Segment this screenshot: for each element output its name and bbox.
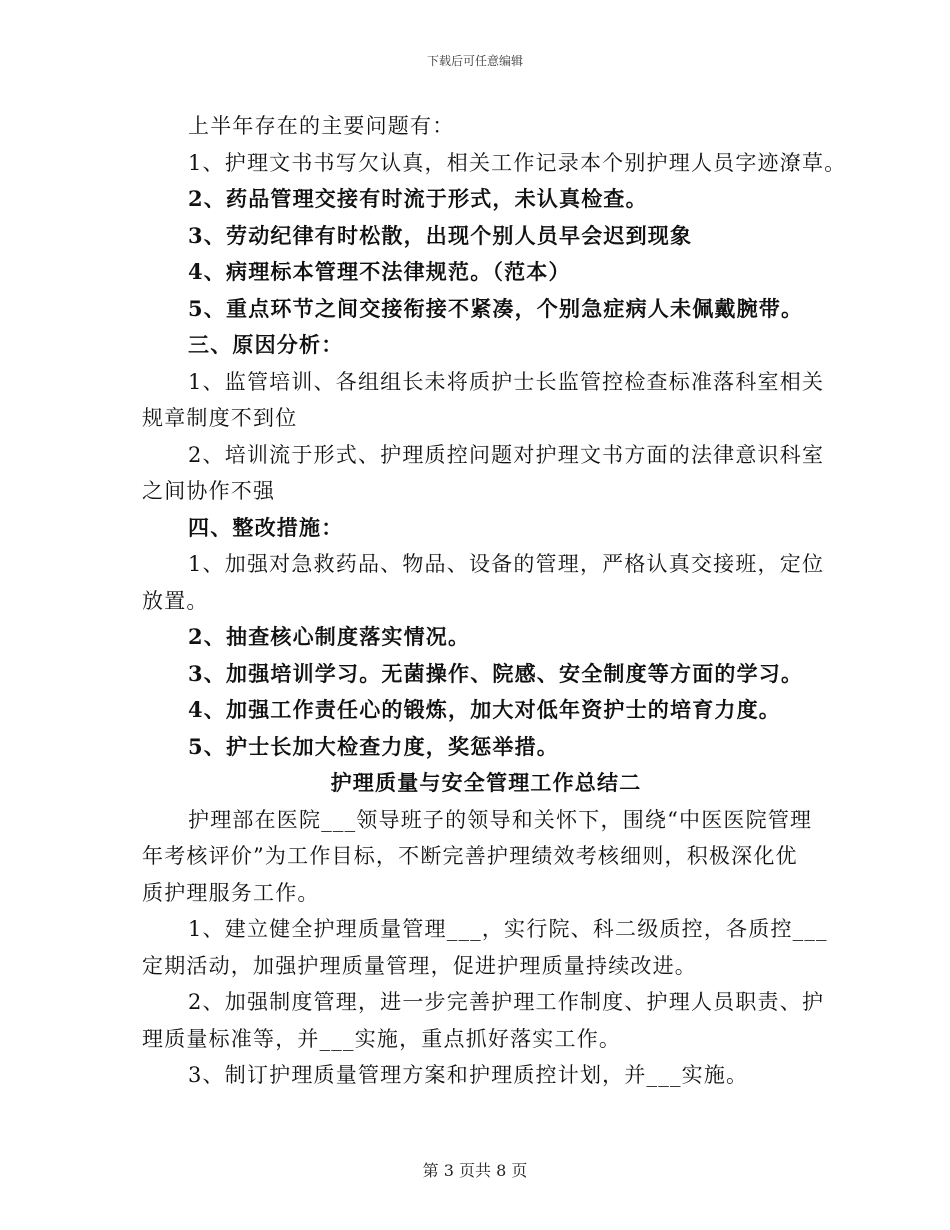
page-number-footer: 第 3 页共 8 页 xyxy=(422,1161,528,1180)
section2-intro-line-1: 护理部在医院___领导班子的领导和关怀下，围绕“中医医院管理 xyxy=(188,807,813,832)
section2-item-1-line-2: 定期活动，加强护理质量管理，促进护理质量持续改进。 xyxy=(142,953,697,978)
section2-intro-line-2: 年考核评价”为工作目标，不断完善护理绩效考核细则，积极深化优 xyxy=(142,844,798,868)
section2-item-3: 3、制订护理质量管理方案和护理质控计划，并___实施。 xyxy=(188,1063,749,1087)
problem-item-4: 4、病理标本管理不法律规范。（范本） xyxy=(188,259,571,284)
measure-item-1-line-1: 1、加强对急救药品、物品、设备的管理，严格认真交接班，定位 xyxy=(188,552,825,576)
analysis-item-1-line-1: 1、监管培训、各组组长未将质护士长监管控检查标准落科室相关 xyxy=(188,369,825,394)
section2-item-1-line-1: 1、建立健全护理质量管理___，实行院、科二级质控，各质控___ xyxy=(188,917,828,941)
section2-title: 护理质量与安全管理工作总结二 xyxy=(330,770,642,795)
header-note: 下载后可任意编辑 xyxy=(426,54,523,68)
analysis-item-2-line-2: 之间协作不强 xyxy=(142,479,276,503)
problems-title: 上半年存在的主要问题有： xyxy=(188,114,455,138)
document-body xyxy=(142,108,847,1094)
analysis-title: 三、原因分析： xyxy=(188,332,344,357)
measure-item-3: 3、加强培训学习。无菌操作、院感、安全制度等方面的学习。 xyxy=(188,660,804,686)
analysis-item-1-line-2: 规章制度不到位 xyxy=(142,406,298,430)
measure-item-1-line-2: 放置。 xyxy=(142,588,209,613)
measure-item-4: 4、加强工作责任心的锻炼，加大对低年资护士的培育力度。 xyxy=(188,697,782,722)
measures-title: 四、整改措施： xyxy=(188,514,344,540)
problem-item-3: 3、劳动纪律有时松散，出现个别人员早会迟到现象 xyxy=(188,222,693,248)
section2-intro-line-3: 质护理服务工作。 xyxy=(142,880,320,905)
measure-item-5: 5、护士长加大检查力度，奖惩举措。 xyxy=(188,733,560,759)
problem-item-5: 5、重点环节之间交接衔接不紧凑，个别急症病人未佩戴腕带。 xyxy=(188,295,804,321)
section2-item-2-line-2: 理质量标准等，并___实施，重点抓好落实工作。 xyxy=(142,1026,622,1051)
problem-item-1: 1、护理文书书写欠认真，相关工作记录本个别护理人员字迹潦草。 xyxy=(188,150,847,175)
section2-item-2-line-1: 2、加强制度管理，进一步完善护理工作制度、护理人员职责、护 xyxy=(188,990,825,1014)
analysis-item-2-line-1: 2、培训流于形式、护理质控问题对护理文书方面的法律意识科室 xyxy=(188,442,825,467)
measure-item-2: 2、抽查核心制度落实情况。 xyxy=(188,624,471,649)
problem-item-2: 2、药品管理交接有时流于形式，未认真检查。 xyxy=(188,186,648,211)
